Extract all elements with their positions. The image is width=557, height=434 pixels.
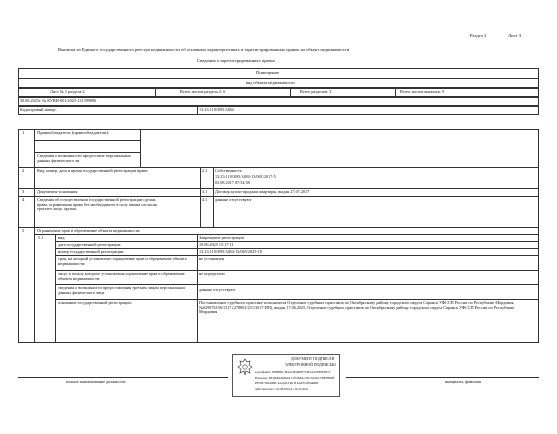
right-reg-date: 03.08.2017 07:54:58: [215, 180, 250, 185]
sheet-number: Лист 3: [508, 33, 522, 38]
encumbrance-term: не установлен: [199, 256, 225, 261]
row-2-label: Вид, номер, дата и время государственной регистрации права:: [37, 168, 149, 173]
right-reg-number: 13:23:1101095:3484-13/001/2017-5: [215, 174, 276, 179]
encumbrance-number-label: номер государственной регистрации:: [58, 249, 125, 254]
cadastral-number: 13:23:1101095:3484: [199, 107, 234, 112]
row-5-num: 5: [22, 228, 25, 233]
encumbrance-basis: Постановление судебного пристава-исполнителя Отделение судебных приставов по Октябрьскому району городского округа Саранск УФССП России по Республике Мордовия, №629876196/1317 (278801/25/13017-ИП), выдан 17.06.2025, Отделение судебных приставов по Октябрьскому району городского округа Саранск УФССП России по Республике Мордовия: [199, 300, 515, 315]
encumbrance-consent: данные отсутствуют: [199, 287, 236, 292]
encumbrance-date-label: дата государственной регистрации:: [58, 242, 122, 247]
stamp-certificate: Сертификат: 00F8BDC38A4C6D4B9F7C0E2A1D9B3F6E72: [255, 370, 331, 374]
row-3-subnum: 3.1: [202, 189, 208, 194]
object-kind-label: вид объекта недвижимости: [246, 80, 295, 85]
encumbrance-person-label: лицо, в пользу которого установлены ограничение прав и обременение объекта недвижимости:: [58, 271, 185, 281]
total-sections: Всего разделов: 3: [300, 89, 332, 94]
row-4-label: Сведения об осуществлении государственной регистрации сделки, права, ограничения права без необходимого в силу закона согласия третьего лица, органа:: [37, 197, 157, 212]
document-title: Выписка из Единого государственного реестра недвижимости об основных характеристиках и зарегистрированных правах на объект недвижимости: [58, 47, 350, 52]
encumbrance-date: 19.06.2025 15:17:11: [199, 242, 234, 247]
encumbrance-number: 13:23:1101095:3484-13/065/2025-18: [199, 249, 262, 254]
encumbrance-person: не определено: [199, 271, 225, 276]
total-sheets: Всего листов выписки: 9: [400, 89, 445, 94]
row-1-sublabel: Сведения о возможности предоставле персональных данных физического ли: [37, 154, 132, 163]
stamp-owner-2: РЕГИСТРАЦИИ, КАДАСТРА И КАРТОГРАФИИ: [255, 381, 319, 385]
cadastral-row: [18, 106, 539, 115]
right-type: Собственность: [215, 168, 242, 173]
stamp-line-2: ЭЛЕКТРОННОЙ ПОДПИСЬЮ: [285, 363, 336, 367]
stamp-validity: Действителен: с 02.08.2024 по 26.10.2025: [255, 387, 309, 391]
position-line: [18, 377, 228, 378]
row-4-num: 4: [22, 197, 25, 202]
stamp-line-1: ДОКУМЕНТ ПОДПИСАН: [291, 357, 335, 361]
coat-of-arms-icon: [237, 358, 253, 376]
encumbrance-term-label: срок, на который установлено ограничение прав и обременение объекта недвижимости:: [58, 256, 187, 266]
info-row: [18, 88, 539, 97]
row-1-num: 1: [22, 130, 25, 135]
basis-document: Договор купли-продажи квартиры, выдан 27.07.2017: [215, 189, 310, 194]
extract-date-number: 30.06.2025г. № КУВИ-001/2025-131399896: [20, 98, 97, 103]
object-type: Помещение: [256, 70, 280, 75]
e-signature-stamp: [232, 354, 340, 397]
row-2-subnum: 2.1: [202, 168, 208, 173]
stamp-owner: Владелец: ФЕДЕРАЛЬНАЯ СЛУЖБА ГОСУДАРСТВЕННОЙ: [255, 376, 335, 380]
initials-label: инициалы, фамилия: [445, 379, 481, 384]
consent-value: данные отсутствуют: [215, 197, 252, 202]
row-4-subnum: 4.1: [202, 197, 208, 202]
section-number: Раздел 2: [470, 33, 487, 38]
row-1-label: Правообладатель (правообладатели):: [37, 130, 110, 135]
row-3-num: 3: [22, 189, 25, 194]
cadastral-label: Кадастровый номер:: [20, 107, 57, 112]
row-5-subnum: 5.1: [38, 235, 44, 240]
section-title: Сведения о зарегистрированных правах: [197, 58, 276, 63]
sheet-label: Лист № 1 раздела 2: [50, 89, 85, 94]
encumbrance-kind: Запрещение регистрации: [199, 235, 244, 240]
encumbrance-consent-label: сведения о возможности предоставления третьим лицам персональных данных физического лица: [58, 285, 186, 295]
row-5-label: Ограничение прав и обременение объекта недвижимости:: [37, 228, 141, 233]
row-2-num: 2: [22, 168, 25, 173]
encumbrance-kind-label: вид:: [58, 235, 66, 240]
row-3-label: Документы-основания: [37, 189, 78, 194]
initials-line: [346, 377, 539, 378]
position-label: полное наименование должности: [66, 379, 126, 384]
encumbrance-basis-label: основание государственной регистрации:: [58, 300, 132, 305]
total-sheets-section: Всего листов раздела 2: 6: [180, 89, 226, 94]
